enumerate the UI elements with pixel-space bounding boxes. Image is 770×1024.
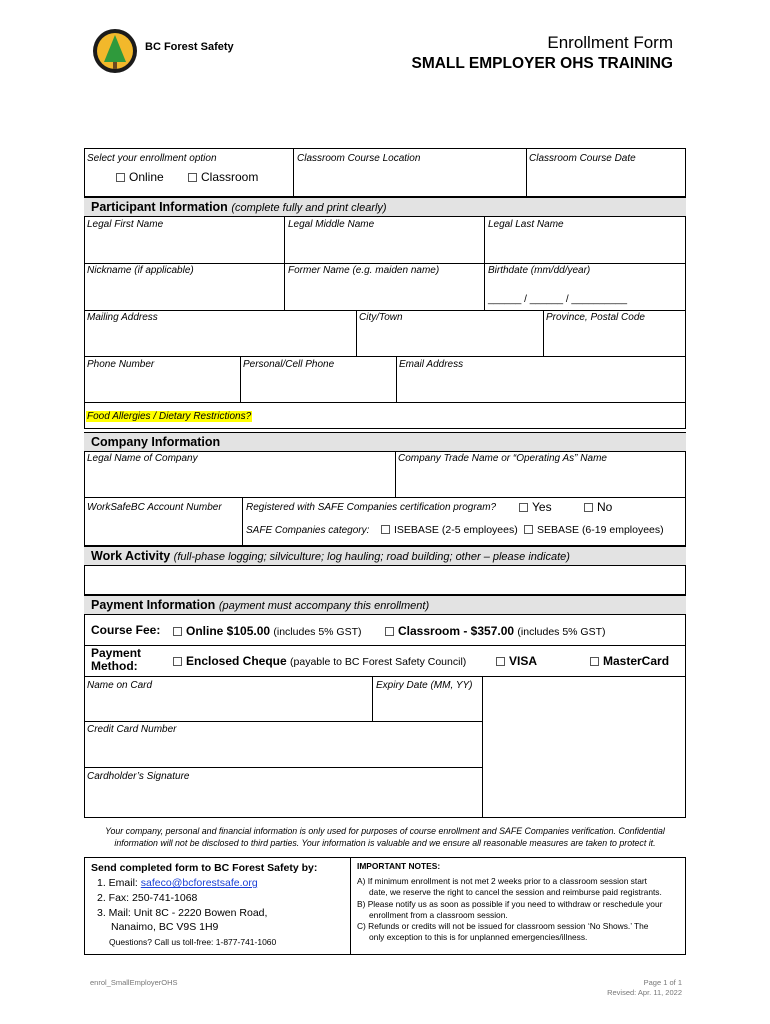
course-fee-label: Course Fee: <box>91 623 161 637</box>
payment-method-label-1: Payment <box>91 646 142 660</box>
course-location-label: Classroom Course Location <box>297 153 421 164</box>
safe-no-option[interactable] <box>584 500 612 514</box>
participant-section-title: Participant Information <box>91 200 228 214</box>
classroom-label: Classroom <box>201 170 259 184</box>
online-fee-tax: (includes 5% GST) <box>273 626 362 638</box>
classroom-fee-option[interactable] <box>385 624 606 638</box>
birthdate-field[interactable]: Birthdate (mm/dd/year) <box>488 265 591 276</box>
sebase-option[interactable] <box>524 524 664 536</box>
yes-label: Yes <box>532 500 552 514</box>
note-a-2: date, we reserve the right to cancel the session and reimburse paid registrants. <box>369 887 662 898</box>
online-checkbox[interactable] <box>116 173 125 182</box>
visa-label: VISA <box>509 654 538 668</box>
payment-method-label-2: Method: <box>91 659 138 673</box>
card-number-field[interactable]: Credit Card Number <box>87 724 177 735</box>
allergies-field[interactable]: Food Allergies / Dietary Restrictions? <box>87 411 252 422</box>
middle-name-field[interactable]: Legal Middle Name <box>288 219 375 230</box>
enrollment-option-label: Select your enrollment option <box>87 153 217 164</box>
classroom-checkbox[interactable] <box>188 173 197 182</box>
email-field[interactable]: Email Address <box>399 359 464 370</box>
fax-line: 2. Fax: 250-741-1068 <box>97 892 198 904</box>
mail-line-1: 3. Mail: Unit 8C - 2220 Bowen Road, <box>97 907 268 919</box>
online-fee-checkbox[interactable] <box>173 627 182 636</box>
notes-title: IMPORTANT NOTES: <box>357 861 441 871</box>
email-prefix: 1. Email: <box>97 877 138 889</box>
no-checkbox[interactable] <box>584 503 593 512</box>
isebase-label: ISEBASE (2-5 employees) <box>394 524 518 536</box>
phone-field[interactable]: Phone Number <box>87 359 155 370</box>
online-fee-label: Online $105.00 <box>186 624 271 638</box>
note-b-1: B) Please notify us as soon as possible if you need to withdraw or reschedule your <box>357 898 663 909</box>
cell-phone-field[interactable]: Personal/Cell Phone <box>243 359 335 370</box>
company-section-header <box>84 432 686 452</box>
payment-section-note: (payment must accompany this enrollment) <box>218 600 430 612</box>
email-link[interactable]: safeco@bcforestsafe.org <box>140 877 258 889</box>
privacy-line-1: Your company, personal and financial information is only used for purposes of course enrollment and SAFE Companies verification. Confidential <box>105 826 665 836</box>
note-b-2: enrollment from a classroom session. <box>369 909 508 920</box>
privacy-note <box>84 825 686 849</box>
first-name-field[interactable]: Legal First Name <box>87 219 164 230</box>
former-name-field[interactable]: Former Name (e.g. maiden name) <box>288 265 440 276</box>
mastercard-label: MasterCard <box>603 654 670 668</box>
online-label: Online <box>129 170 164 184</box>
send-title: Send completed form to BC Forest Safety by: <box>91 862 318 874</box>
visa-option[interactable] <box>496 654 537 668</box>
footer-page-number: Page 1 of 1 <box>643 978 682 987</box>
isebase-option[interactable] <box>381 524 518 536</box>
note-c-2: only exception to this is for unplanned emergencies/illness. <box>369 932 588 943</box>
payment-section-header <box>84 595 686 615</box>
expiry-date-field[interactable]: Expiry Date (MM, YY) <box>376 680 473 691</box>
logo-text: BC Forest Safety <box>145 41 234 53</box>
participant-section-note: (complete fully and print clearly) <box>231 202 387 214</box>
safe-registered-question: Registered with SAFE Companies certification program? <box>246 502 497 513</box>
tree-logo-icon <box>92 28 138 74</box>
wsbc-account-field[interactable]: WorkSafeBC Account Number <box>87 502 222 513</box>
last-name-field[interactable]: Legal Last Name <box>488 219 564 230</box>
payment-section-title: Payment Information <box>91 598 216 612</box>
work-section-title: Work Activity <box>91 549 171 563</box>
mastercard-checkbox[interactable] <box>590 657 599 666</box>
visa-checkbox[interactable] <box>496 657 505 666</box>
footer-filename: enrol_SmallEmployerOHS <box>90 978 178 987</box>
payment-method-label <box>91 647 141 673</box>
cheque-label: Enclosed Cheque <box>186 654 287 668</box>
company-trade-name-field[interactable]: Company Trade Name or “Operating As” Name <box>398 453 607 464</box>
province-field[interactable]: Province, Postal Code <box>546 312 645 323</box>
work-section-header <box>84 546 686 566</box>
no-label: No <box>597 500 613 514</box>
cheque-checkbox[interactable] <box>173 657 182 666</box>
online-fee-option[interactable] <box>173 624 362 638</box>
name-on-card-field[interactable]: Name on Card <box>87 680 153 691</box>
classroom-fee-tax: (includes 5% GST) <box>517 626 606 638</box>
participant-section-header <box>84 197 686 217</box>
send-instructions <box>91 861 317 950</box>
cheque-option[interactable] <box>173 654 466 668</box>
work-section-note: (full-phase logging; silviculture; log hauling; road building; other – please indicate) <box>173 551 570 563</box>
note-c-1: C) Refunds or credits will not be issued for classroom session ‘No Shows.’ The <box>357 921 649 932</box>
company-section-title: Company Information <box>91 435 221 449</box>
mailing-address-field[interactable]: Mailing Address <box>87 312 158 323</box>
work-activity-field[interactable] <box>84 565 686 595</box>
important-notes <box>357 861 662 943</box>
logo <box>92 28 138 74</box>
nickname-field[interactable]: Nickname (if applicable) <box>87 265 194 276</box>
online-option[interactable] <box>116 170 164 184</box>
signature-field[interactable]: Cardholder’s Signature <box>87 771 190 782</box>
classroom-fee-checkbox[interactable] <box>385 627 394 636</box>
questions-line: Questions? Call us toll-free: 1-877-741-1060 <box>109 937 277 947</box>
footer-page <box>607 978 682 998</box>
course-date-label: Classroom Course Date <box>529 153 636 164</box>
privacy-line-2: information will not be disclosed to third parties. Your information is valuable and we ensure all reasonable measures are taken to protect it. <box>114 838 656 848</box>
form-subtitle: SMALL EMPLOYER OHS TRAINING <box>411 55 673 72</box>
form-title: Enrollment Form <box>547 33 673 52</box>
mastercard-option[interactable] <box>590 654 669 668</box>
sebase-checkbox[interactable] <box>524 525 533 534</box>
birthdate-blank: ______ / ______ / __________ <box>488 294 628 305</box>
footer-revised: Revised: Apr. 11, 2022 <box>607 988 682 997</box>
sebase-label: SEBASE (6-19 employees) <box>537 524 664 536</box>
classroom-option[interactable] <box>188 170 258 184</box>
company-legal-name-field[interactable]: Legal Name of Company <box>87 453 198 464</box>
city-field[interactable]: City/Town <box>359 312 403 323</box>
classroom-fee-label: Classroom - $357.00 <box>398 624 515 638</box>
note-a-1: A) If minimum enrollment is not met 2 weeks prior to a classroom session start <box>357 876 647 887</box>
cheque-note: (payable to BC Forest Safety Council) <box>290 656 467 668</box>
isebase-checkbox[interactable] <box>381 525 390 534</box>
yes-checkbox[interactable] <box>519 503 528 512</box>
safe-category-label: SAFE Companies category: <box>246 525 370 536</box>
safe-yes-option[interactable] <box>519 500 552 514</box>
mail-line-2: Nanaimo, BC V9S 1H9 <box>111 921 219 933</box>
